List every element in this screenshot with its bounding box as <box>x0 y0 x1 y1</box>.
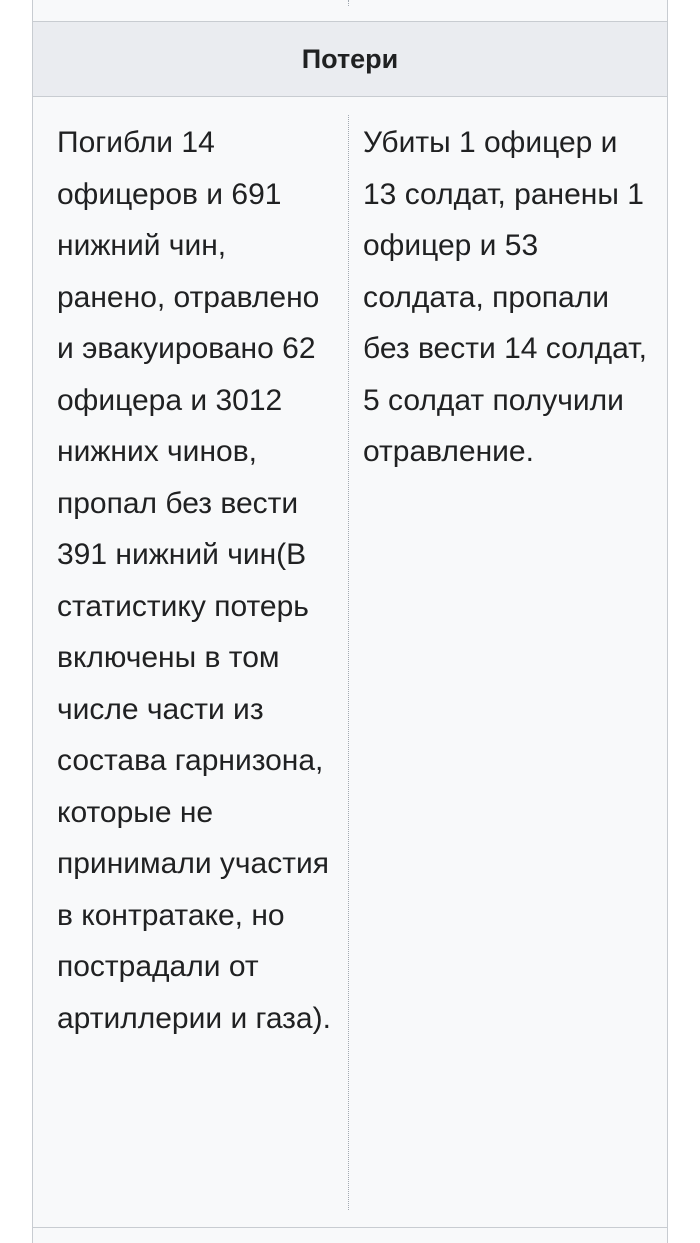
losses-side-b: Убиты 1 офицер и 13 солдат, ранены 1 офицер и 53 солдата, пропали без вести 14 солдат, 5 солдат получили отравление. <box>363 126 647 468</box>
section-header <box>33 21 667 97</box>
infobox <box>32 0 668 1243</box>
losses-side-a: Погибли 14 офицеров и 691 нижний чин, ранено, отравлено и эвакуировано 62 офицера и 3012 нижних чинов, пропал без вести 391 нижний чин(В статистику потерь включены в том числе части из состава гарнизона, которые не принимали участия в контратаке, но пострадали от артиллерии и газа). <box>57 126 331 1035</box>
next-row-strip <box>33 1227 667 1243</box>
losses-row <box>33 97 667 1227</box>
section-title: Потери <box>301 43 399 74</box>
previous-row-strip <box>33 0 667 21</box>
column-divider <box>348 0 349 6</box>
column-divider <box>348 115 349 1210</box>
